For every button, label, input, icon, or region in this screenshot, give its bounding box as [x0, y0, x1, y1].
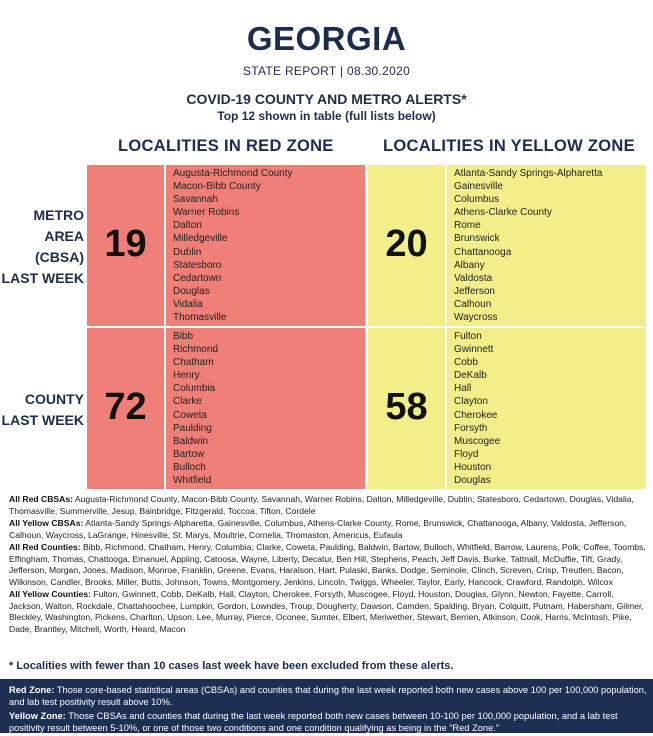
- locality-item: Clarke: [173, 396, 202, 408]
- yellow-county-list: [454, 330, 500, 487]
- red-zone-column-heading: LOCALITIES IN RED ZONE: [118, 137, 334, 155]
- page-title: GEORGIA: [246, 20, 407, 57]
- county-label-line: LAST WEEK: [1, 412, 84, 428]
- all-red-cbsas-label: All Red CBSAs:: [9, 494, 73, 504]
- all-red-counties-label: All Red Counties:: [9, 542, 81, 552]
- yellow-metro-panel: [368, 165, 646, 326]
- red-zone-definition: [9, 684, 647, 708]
- red-county-count: 72: [104, 386, 147, 428]
- locality-item: Calhoun: [454, 298, 492, 310]
- locality-item: Fulton: [454, 331, 482, 342]
- panel-divider: [164, 165, 166, 326]
- locality-item: Thomasville: [173, 312, 227, 324]
- locality-item: Clayton: [454, 396, 488, 408]
- report-date: STATE REPORT | 08.30.2020: [242, 64, 411, 78]
- locality-item: Vidalia: [173, 298, 203, 310]
- locality-item: Houston: [454, 461, 492, 473]
- county-label-line: COUNTY: [24, 391, 84, 407]
- locality-item: Columbus: [454, 194, 500, 206]
- locality-item: Floyd: [454, 448, 479, 460]
- red-zone-definition-label: Red Zone:: [9, 685, 55, 695]
- exclusion-footnote: * Localities with fewer than 10 cases last week have been excluded from these alerts.: [9, 660, 454, 672]
- panel-divider: [445, 328, 447, 489]
- yellow-zone-definition: [9, 710, 647, 734]
- locality-item: Chattanooga: [454, 246, 512, 258]
- locality-item: Richmond: [173, 344, 219, 356]
- red-county-panel: [87, 328, 365, 489]
- locality-item: Augusta-Richmond County: [173, 168, 293, 179]
- locality-item: Bibb: [173, 331, 194, 342]
- locality-item: Whitfield: [173, 475, 212, 487]
- alerts-heading: COVID-19 COUNTY AND METRO ALERTS*: [186, 91, 467, 107]
- metro-label-line: AREA: [44, 228, 84, 244]
- locality-item: Baldwin: [173, 435, 209, 447]
- yellow-zone-definition-label: Yellow Zone:: [9, 711, 66, 721]
- locality-item: Douglas: [454, 475, 491, 487]
- all-red-counties: [9, 542, 649, 588]
- all-yellow-cbsas: [9, 518, 649, 541]
- locality-item: Rome: [454, 220, 481, 232]
- panel-divider: [164, 328, 166, 489]
- locality-item: Statesboro: [173, 259, 222, 271]
- locality-item: Valdosta: [454, 272, 493, 284]
- locality-item: Henry: [173, 370, 200, 382]
- red-county-list: [173, 330, 218, 487]
- yellow-county-panel: [368, 328, 646, 489]
- metro-label-line: (CBSA): [35, 249, 84, 265]
- locality-item: Brunswick: [454, 233, 500, 245]
- locality-item: Douglas: [173, 285, 210, 297]
- full-lists: [9, 494, 649, 636]
- locality-item: Coweta: [173, 409, 207, 421]
- locality-item: Hall: [454, 383, 472, 395]
- locality-item: Jefferson: [454, 285, 495, 297]
- red-zone-definition-text: Those core-based statistical areas (CBSAs) and counties that during the last week reported both new cases above 100 per 100,000 population, and lab test positivity result above 10%.: [9, 685, 647, 707]
- yellow-zone-definition-text: Those CBSAs and counties that during the last week reported both new cases between 10-100 per 100,000 population, and a lab test positivity result between 5-10%, or one of those two conditions and one condition qualifying as being in the “Red Zone.”: [9, 711, 618, 733]
- locality-item: Cedartown: [173, 272, 222, 284]
- red-metro-panel: [87, 165, 365, 326]
- all-red-cbsas: [9, 494, 649, 517]
- locality-item: DeKalb: [454, 370, 487, 382]
- metro-row-label: [0, 205, 84, 289]
- locality-item: Gwinnett: [454, 344, 494, 356]
- locality-item: Savannah: [173, 194, 219, 206]
- locality-item: Columbia: [173, 383, 216, 395]
- all-red-counties-text: Bibb, Richmond, Chatham, Henry, Columbia, Clarke, Coweta, Paulding, Baldwin, Bartow, Bulloch, Whitfield, Barrow, Laurens, Polk, Coffee, Toombs, Effingham, Thomas, Chattooga, Emanuel, Appling, Catoosa, Wayne, Liberty, Decatur, Ben Hill, Stephens, Peach, Jeff Davis, Burke, Tattnall, McDuffie, Tift, Grady, Jefferson, Morgan, Jones, Madison, Monroe, Franklin, Greene, Evans, Haralson, Hart, Pulaski, Banks, Dodge, Seminole, Clinch, Screven, Crisp, Treutlen, Bacon, Wilkinson, Candler, Brooks, Miller, Butts, Johnson, Towns, Montgomery, Jenkins, Lincoln, Twiggs, Wheeler, Taylor, Early, Hancock, Crawford, Randolph, Wilcox: [9, 542, 646, 587]
- panel-divider: [445, 165, 447, 326]
- locality-item: Albany: [454, 259, 485, 271]
- red-metro-list: [173, 167, 293, 324]
- all-yellow-counties: [9, 589, 649, 635]
- locality-item: Gainesville: [454, 181, 503, 193]
- locality-item: Muscogee: [454, 435, 501, 447]
- definitions-footer: [0, 679, 653, 733]
- definitions: [9, 684, 647, 736]
- locality-item: Forsyth: [454, 422, 488, 434]
- locality-item: Chatham: [173, 357, 214, 369]
- red-metro-count: 19: [104, 223, 147, 265]
- county-row-label: [0, 389, 84, 431]
- locality-item: Waycross: [454, 312, 498, 324]
- locality-item: Warner Robins: [173, 207, 240, 219]
- locality-item: Paulding: [173, 422, 212, 434]
- locality-item: Athens-Clarke County: [454, 207, 552, 219]
- locality-item: Bulloch: [173, 461, 206, 473]
- metro-label-line: LAST WEEK: [1, 270, 84, 286]
- metro-label-line: METRO: [33, 207, 84, 223]
- locality-item: Macon-Bibb County: [173, 181, 261, 193]
- locality-item: Cobb: [454, 357, 478, 369]
- locality-item: Milledgeville: [173, 233, 228, 245]
- yellow-metro-list: [454, 167, 602, 324]
- yellow-zone-column-heading: LOCALITIES IN YELLOW ZONE: [383, 137, 635, 155]
- locality-item: Dalton: [173, 220, 202, 232]
- all-yellow-cbsas-label: All Yellow CBSAs:: [9, 518, 84, 528]
- all-red-cbsas-text: Augusta-Richmond County, Macon-Bibb County, Savannah, Warner Robins, Dalton, Milledgeville, Dublin, Statesboro, Cedartown, Douglas, Vidalia, Thomasville, Summerville, Jesup, Bainbridge, Fitzgerald, Toccoa, Tifton, Cordele: [9, 494, 634, 516]
- all-yellow-counties-label: All Yellow Counties:: [9, 589, 91, 599]
- alerts-subheading: Top 12 shown in table (full lists below): [217, 109, 436, 123]
- yellow-metro-count: 20: [385, 223, 428, 265]
- all-yellow-cbsas-text: Atlanta-Sandy Springs-Alpharetta, Gainesville, Columbus, Athens-Clarke County, Rome, Brunswick, Chattanooga, Albany, Valdosta, Jefferson, Calhoun, Waycross, LaGrange, Hinesville, St. Marys, Moultrie, Cornelia, Thomaston, Americus, Eufaula: [9, 518, 627, 540]
- locality-item: Dublin: [173, 246, 202, 258]
- locality-item: Bartow: [173, 448, 205, 460]
- locality-item: Atlanta-Sandy Springs-Alpharetta: [454, 168, 603, 179]
- yellow-county-count: 58: [385, 386, 428, 428]
- locality-item: Cherokee: [454, 409, 498, 421]
- all-yellow-counties-text: Fulton, Gwinnett, Cobb, DeKalb, Hall, Clayton, Cherokee, Forsyth, Muscogee, Floyd, Houston, Douglas, Glynn, Newton, Fayette, Carroll, Jackson, Walton, Rockdale, Chattahoochee, Lumpkin, Gordon, Lowndes, Troup, Dougherty, Dawson, Camden, Spalding, Bryan, Colquitt, Putnam, Habersham, Gilmer, Bleckley, Washington, Pickens, Charlton, Upson, Lee, Murray, Pierce, Oconee, Sumter, Elbert, Meriwether, Stewart, Berrien, Atkinson, Cook, Harris, McIntosh, Pike, Dade, Brantley, Mitchell, Worth, Heard, Macon: [9, 589, 644, 634]
